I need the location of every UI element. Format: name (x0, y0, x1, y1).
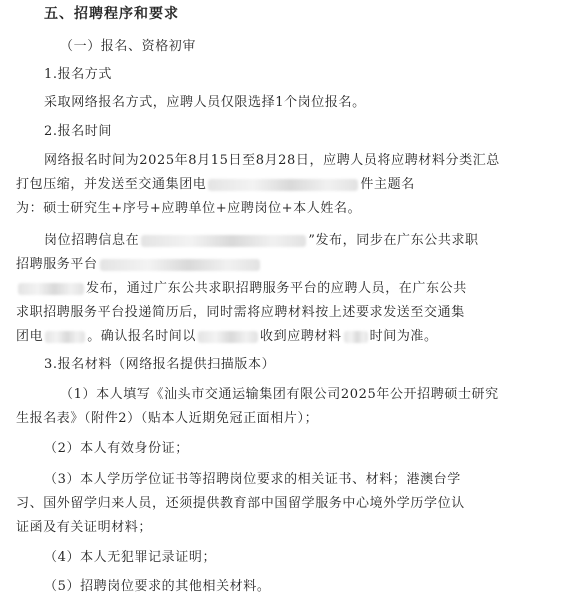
paragraph-line: 求职招聘服务平台投递简历后，同时需将应聘材料按上述要求发送至交通集 (16, 305, 465, 320)
redacted-website (141, 235, 306, 247)
text-fragment: 招聘服务平台 (16, 257, 98, 272)
text-fragment: 发布，通过广东公共求职招聘服务平台的应聘人员，在广东公共 (86, 281, 467, 296)
text-fragment: 打包压缩，并发送至交通集团电 (16, 177, 207, 192)
redacted-text (344, 331, 368, 343)
redacted-url (18, 283, 84, 295)
text-fragment: 团电 (16, 329, 44, 344)
material-item: （1）本人填写《汕头市交通运输集团有限公司2025年公开招聘硕士研究 (60, 387, 499, 402)
redacted-url (100, 259, 260, 271)
paragraph-line: 网络报名时间为2025年8月15日至8月28日，应聘人员将应聘材料分类汇总 (44, 153, 500, 168)
material-item: （4）本人无犯罪记录证明； (44, 550, 217, 565)
paragraph-line (44, 232, 577, 250)
material-item: （2）本人有效身份证； (44, 441, 189, 456)
material-item-continued: 证函及有关证明材料； (16, 520, 153, 535)
item-title-registration-materials: 3.报名材料（网络报名提供扫描版本） (44, 357, 276, 372)
redacted-email (208, 179, 358, 191)
paragraph-line (16, 176, 577, 194)
section-heading: 五、招聘程序和要求 (44, 6, 179, 22)
text-fragment: 时间为准。 (369, 329, 438, 344)
material-item: （5）招聘岗位要求的其他相关材料。 (44, 579, 271, 594)
text-fragment: 。确认报名时间以 (87, 329, 197, 344)
item-title-registration-time: 2.报名时间 (44, 124, 113, 139)
paragraph-registration-method: 采取网络报名方式，应聘人员仅限选择1个岗位报名。 (44, 95, 366, 110)
redacted-email (45, 331, 85, 343)
material-item-continued: 习、国外留学归来人员，还须提供教育部中国留学服务中心境外学历学位认 (16, 496, 465, 511)
paragraph-line (16, 256, 577, 274)
paragraph-line: 为：硕士研究生+序号+应聘单位+应聘岗位+本人姓名。 (16, 201, 362, 216)
material-item-continued: 生报名表》（附件2）（贴本人近期免冠正面相片）； (16, 411, 319, 426)
redacted-text (198, 331, 258, 343)
subsection-heading: （一）报名、资格初审 (60, 39, 197, 54)
item-title-registration-method: 1.报名方式 (44, 67, 113, 82)
text-fragment: ”发布，同步在广东公共求职 (308, 233, 479, 248)
material-item: （3）本人学历学位证书等招聘岗位要求的相关证书、材料；港澳台学 (44, 472, 461, 487)
paragraph-line (16, 280, 577, 298)
text-fragment: 件主题名 (360, 177, 415, 192)
paragraph-line (16, 328, 577, 346)
text-fragment: 收到应聘材料 (260, 329, 342, 344)
text-fragment: 岗位招聘信息在 (44, 233, 140, 248)
